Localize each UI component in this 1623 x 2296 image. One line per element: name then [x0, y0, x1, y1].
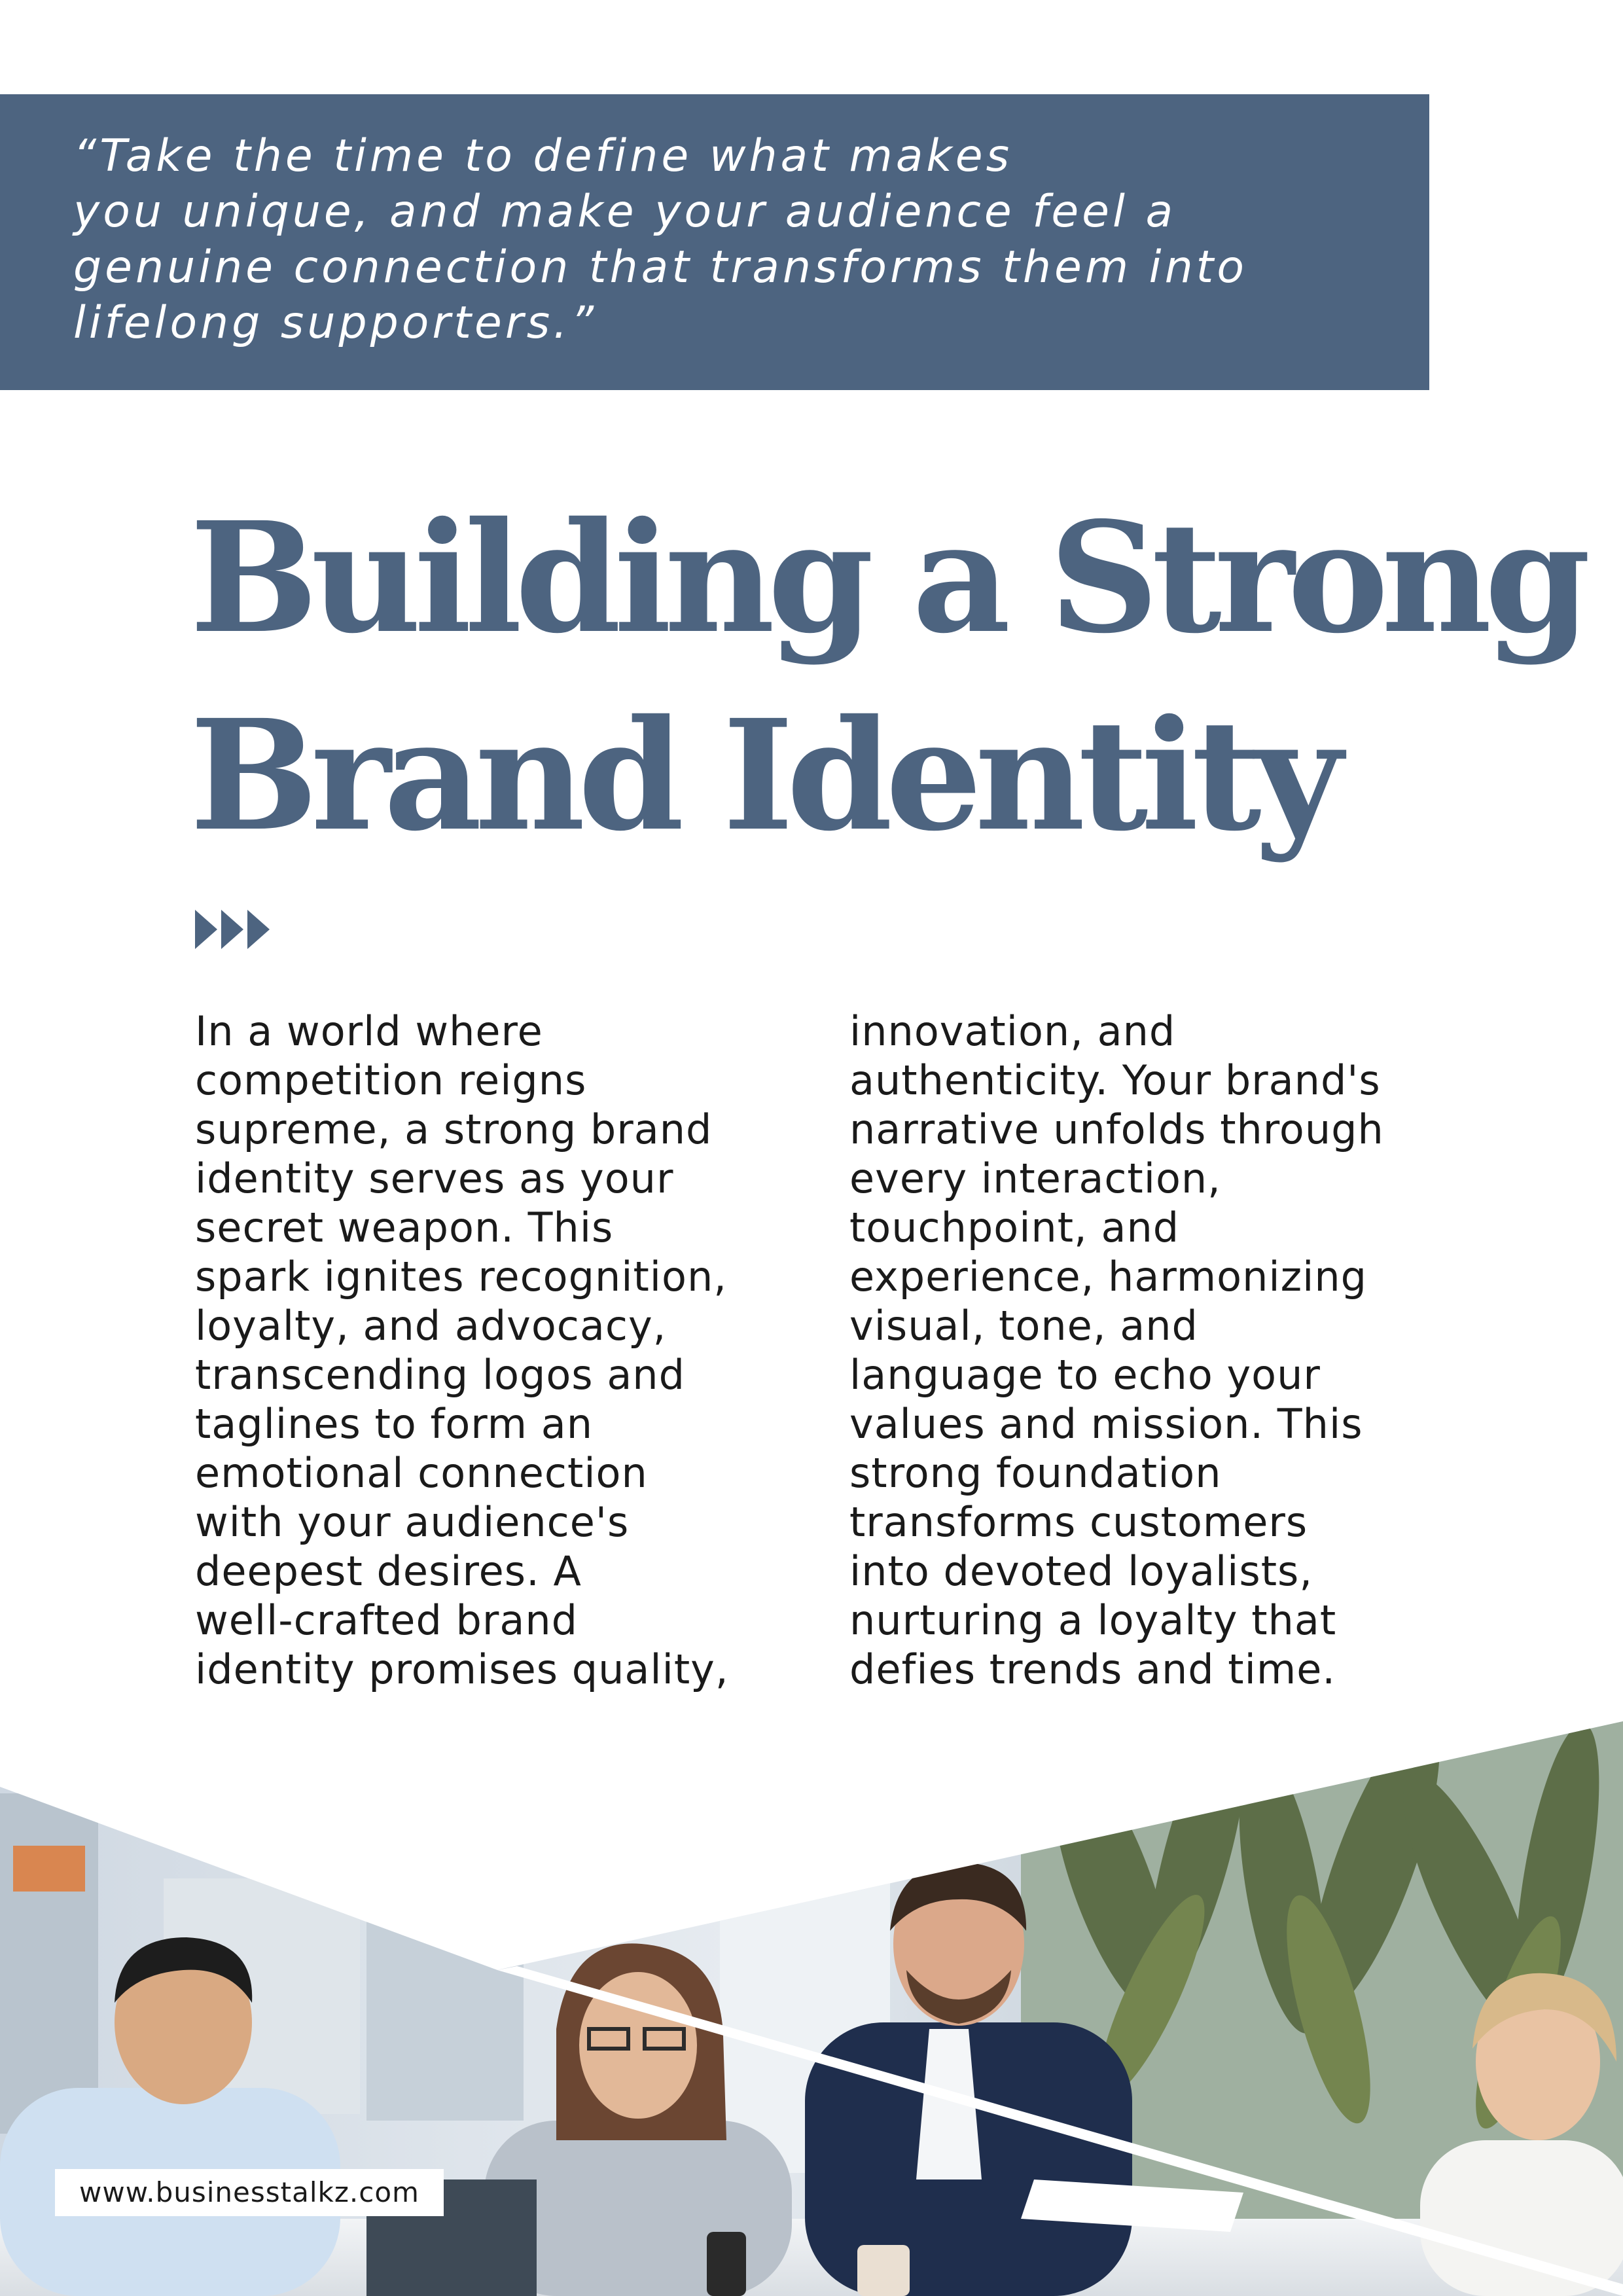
page-title	[190, 479, 1597, 874]
body-line: spark ignites recognition,	[195, 1253, 727, 1300]
pull-quote-line: “Take the time to define what makes	[73, 130, 1013, 182]
body-column-right	[849, 1007, 1384, 1694]
body-line: identity promises quality,	[195, 1645, 729, 1693]
body-line: touchpoint, and	[849, 1204, 1180, 1251]
page-title-line: Brand Identity	[190, 686, 1336, 865]
body-line: language to echo your	[849, 1351, 1321, 1399]
pull-quote-line: genuine connection that transforms them into	[73, 242, 1247, 293]
pull-quote	[73, 128, 1382, 351]
body-line: experience, harmonizing	[849, 1253, 1368, 1300]
body-line: visual, tone, and	[849, 1302, 1198, 1350]
body-line: supreme, a strong brand	[195, 1105, 713, 1153]
body-line: competition reigns	[195, 1056, 587, 1104]
body-line: secret weapon. This	[195, 1204, 614, 1251]
body-line: authenticity. Your brand's	[849, 1056, 1381, 1104]
body-line: narrative unfolds through	[849, 1105, 1384, 1153]
body-line: well-crafted brand	[195, 1596, 578, 1644]
body-line: transforms customers	[849, 1498, 1308, 1546]
body-line: identity serves as your	[195, 1155, 674, 1202]
body-line: defies trends and time.	[849, 1645, 1336, 1693]
body-line: loyalty, and advocacy,	[195, 1302, 667, 1350]
body-line: into devoted loyalists,	[849, 1547, 1313, 1595]
body-line: nurturing a loyalty that	[849, 1596, 1337, 1644]
body-line: emotional connection	[195, 1449, 648, 1497]
page-title-line: Building a Strong	[190, 488, 1584, 667]
body-line: strong foundation	[849, 1449, 1222, 1497]
body-line: In a world where	[195, 1007, 543, 1055]
body-line: values and mission. This	[849, 1400, 1363, 1448]
body-line: innovation, and	[849, 1007, 1176, 1055]
body-line: with your audience's	[195, 1498, 630, 1546]
body-line: deepest desires. A	[195, 1547, 582, 1595]
pull-quote-line: lifelong supporters.”	[73, 297, 597, 349]
website-url[interactable]: www.businesstalkz.com	[55, 2169, 444, 2216]
pull-quote-line: you unique, and make your audience feel a	[73, 186, 1177, 238]
body-line: taglines to form an	[195, 1400, 594, 1448]
body-line: transcending logos and	[195, 1351, 685, 1399]
triple-play-arrows-icon	[195, 908, 274, 950]
body-column-left	[195, 1007, 729, 1694]
body-line: every interaction,	[849, 1155, 1221, 1202]
